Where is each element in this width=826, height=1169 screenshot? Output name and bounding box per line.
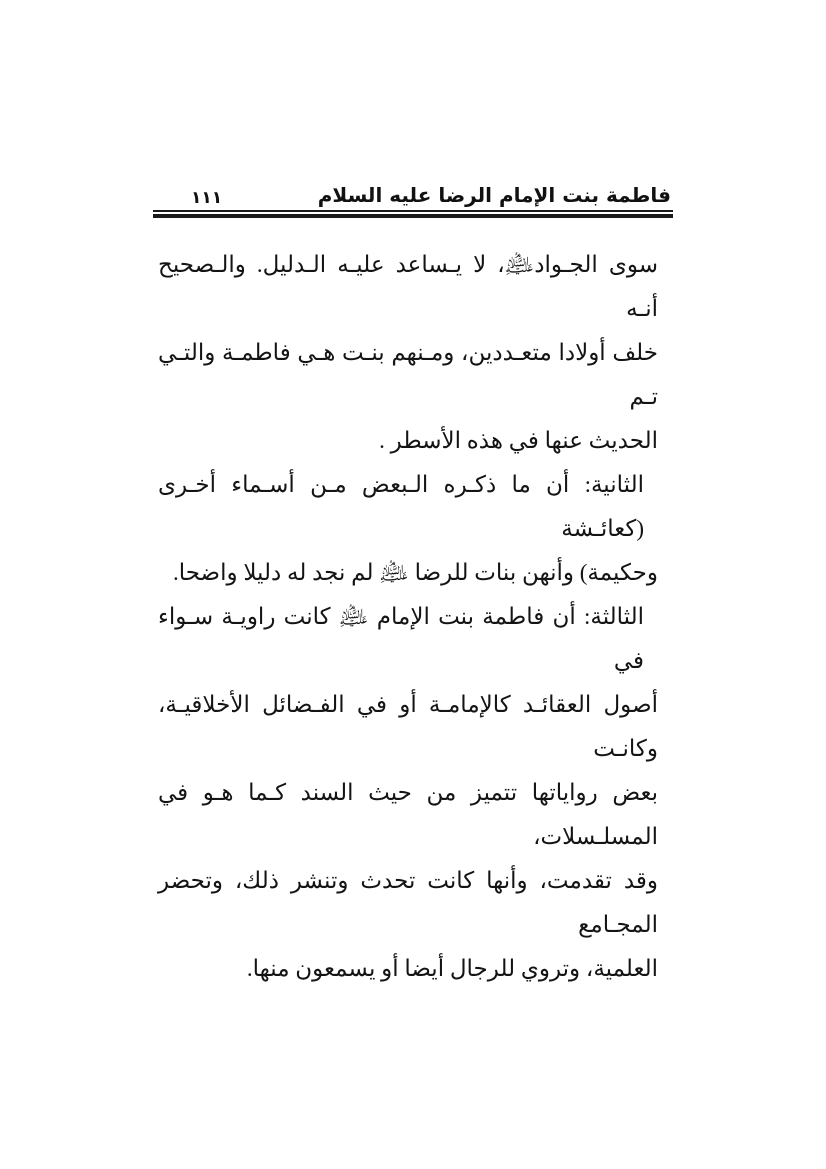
body-line: خلف أولادا متعـددين، ومـنهم بنـت هـي فاطمـة والتـي تـم bbox=[158, 340, 658, 409]
body-line: سوى الجـواد﵇، لا يـساعد عليـه الـدليل. والـصحيح أنـه bbox=[158, 252, 658, 321]
body-line: الثالثة: أن فاطمة بنت الإمام ﵇ كانت راويـة سـواء في bbox=[158, 604, 644, 673]
header-rule-thick bbox=[153, 214, 673, 218]
paragraph bbox=[158, 243, 658, 463]
header-row bbox=[153, 183, 673, 210]
body-line: أصول العقائـد كالإمامـة أو في الفـضائل الأخلاقيـة، وكانـت bbox=[158, 692, 658, 761]
body-line: العلمية، وتروي للرجال أيضا أو يسمعون منها. bbox=[246, 956, 658, 981]
chapter-title: فاطمة بنت الإمام الرضا عليه السلام bbox=[317, 183, 671, 207]
body-line: بعض رواياتها تتميز من حيث السند كـما هـو في المسلـسلات، bbox=[158, 780, 658, 849]
page-body bbox=[158, 243, 658, 991]
body-line: وحكيمة) وأنهن بنات للرضا ﵇ لم نجد له دليلا واضحا. bbox=[172, 560, 658, 585]
header-rule-thin bbox=[153, 210, 673, 212]
paragraph bbox=[158, 595, 658, 991]
body-line: الثانية: أن ما ذكـره الـبعض مـن أسـماء أخـرى (كعائـشة bbox=[158, 472, 644, 541]
page-header bbox=[153, 183, 673, 218]
page-number: ١١١ bbox=[191, 188, 223, 208]
body-line: الحديث عنها في هذه الأسطر . bbox=[379, 428, 658, 453]
body-line: وقد تقدمت، وأنها كانت تحدث وتنشر ذلك، وتحضر المجـامع bbox=[158, 868, 658, 937]
paragraph bbox=[158, 463, 658, 595]
